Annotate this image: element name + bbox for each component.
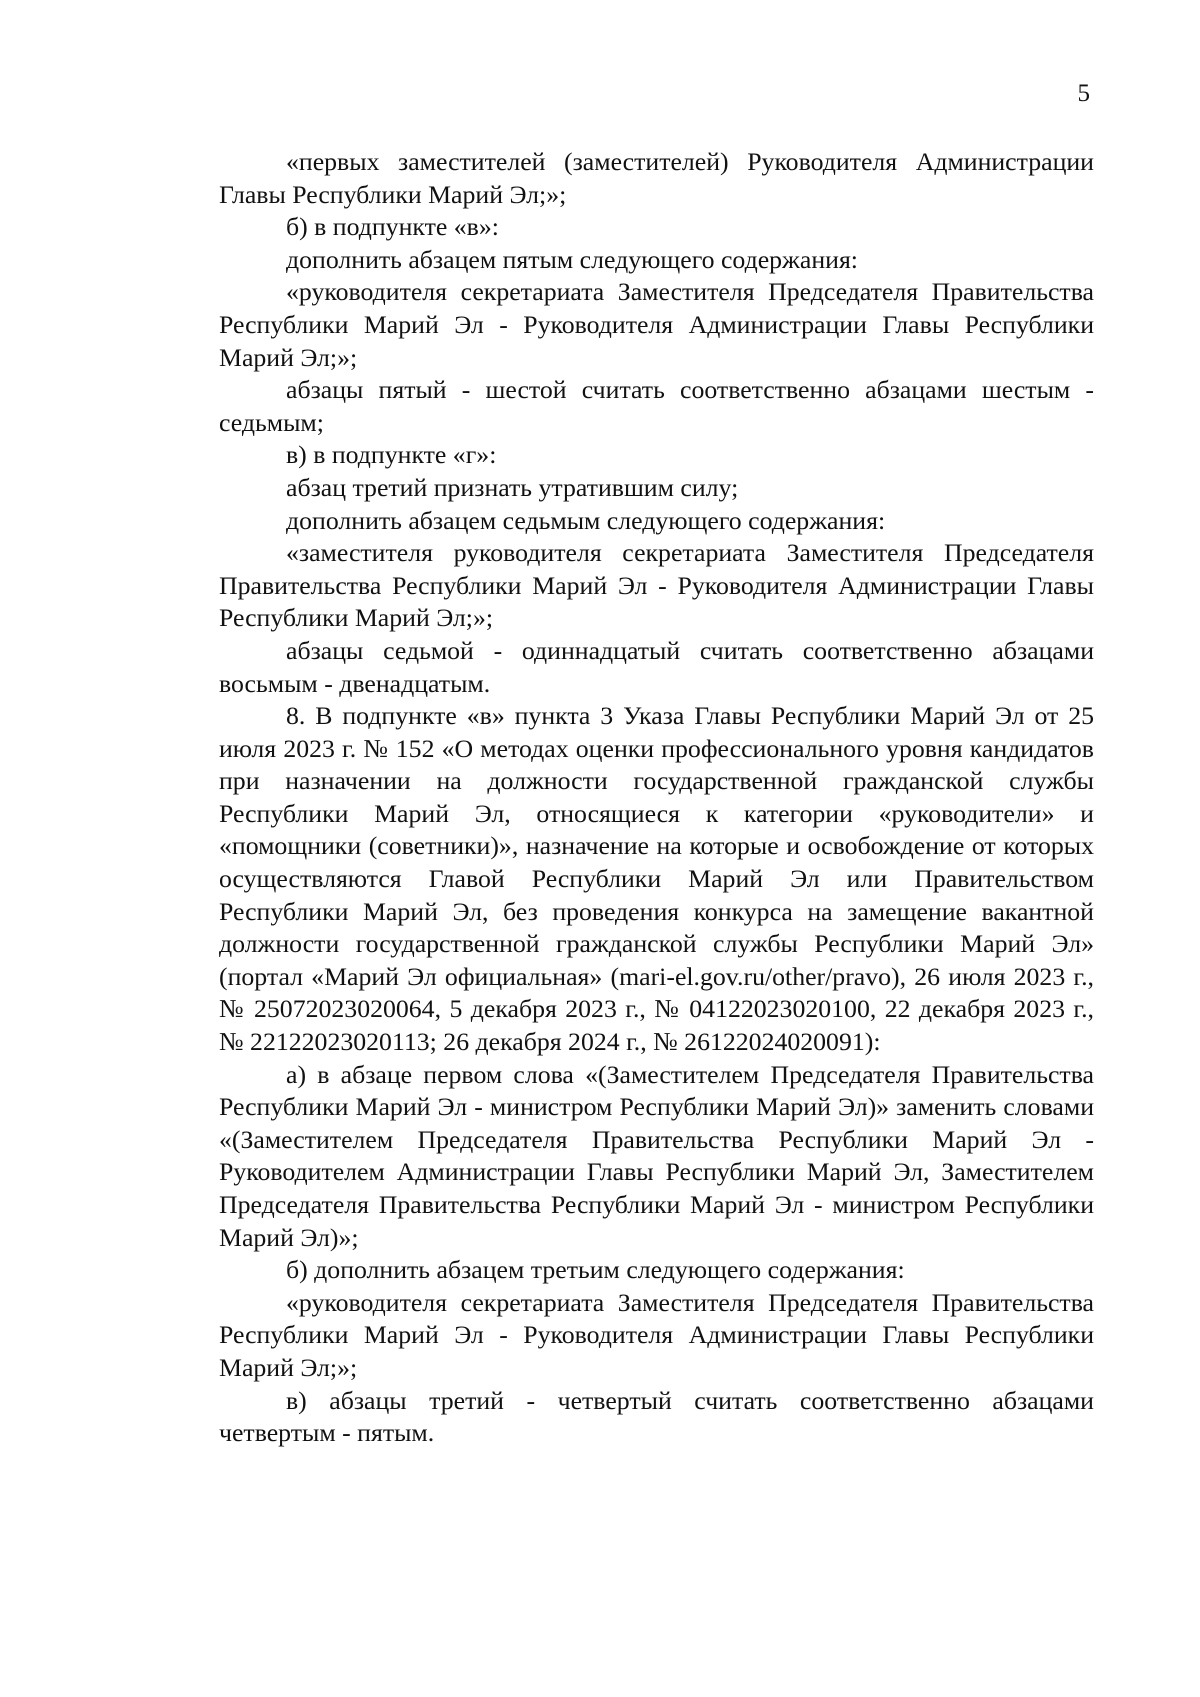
document-body bbox=[219, 146, 1094, 1450]
paragraph: б) дополнить абзацем третьим следующего содержания: bbox=[286, 1255, 905, 1285]
paragraph: «руководителя секретариата Заместителя Председателя Правительства Республики Марий Эл - Руководителя Администрации Главы Республики Марий Эл;»; bbox=[219, 277, 1094, 372]
paragraph: «заместителя руководителя секретариата Заместителя Председателя Правительства Республики Марий Эл - Руководителя Администрации Главы Республики Марий Эл;»; bbox=[219, 538, 1094, 633]
page-number: 5 bbox=[1077, 80, 1090, 107]
paragraph: а) в абзаце первом слова «(Заместителем Председателя Правительства Республики Марий Эл - министром Республики Марий Эл)» заменить словами «(Заместителем Председателя Правительства Республики Марий Эл - Руководителем Администрации Главы Республики Марий Эл, Заместителем Председателя Правительства Республики Марий Эл - министром Республики Марий Эл)»; bbox=[219, 1059, 1094, 1252]
paragraph: 8. В подпункте «в» пункта 3 Указа Главы Республики Марий Эл от 25 июля 2023 г. № 152 «О методах оценки профессионального уровня кандидатов при назначении на должности государственной гражданской службы Республики Марий Эл, относящиеся к категории «руководители» и «помощники (советники)», назначение на которые и освобождение от которых осуществляются Главой Республики Марий Эл или Правительством Республики Марий Эл, без проведения конкурса на замещение вакантной должности государственной гражданской службы Республики Марий Эл» (портал «Марий Эл официальная» (mari-el.gov.ru/other/pravo), 26 июля 2023 г., № 25072023020064, 5 декабря 2023 г., № 04122023020100, 22 декабря 2023 г., № 22122023020113; 26 декабря 2024 г., № 26122024020091): bbox=[219, 701, 1094, 1057]
paragraph: в) абзацы третий - четвертый считать соответственно абзацами четвертым - пятым. bbox=[219, 1385, 1094, 1448]
paragraph: дополнить абзацем седьмым следующего содержания: bbox=[286, 505, 886, 535]
paragraph: «руководителя секретариата Заместителя Председателя Правительства Республики Марий Эл - Руководителя Администрации Главы Республики Марий Эл;»; bbox=[219, 1287, 1094, 1382]
paragraph: абзацы пятый - шестой считать соответственно абзацами шестым - седьмым; bbox=[219, 375, 1094, 437]
paragraph: абзац третий признать утратившим силу; bbox=[286, 472, 739, 502]
paragraph: дополнить абзацем пятым следующего содержания: bbox=[286, 244, 858, 274]
paragraph: в) в подпункте «г»: bbox=[286, 440, 497, 470]
paragraph: «первых заместителей (заместителей) Руководителя Администрации Главы Республики Марий Эл;»; bbox=[219, 147, 1094, 209]
paragraph: б) в подпункте «в»: bbox=[286, 212, 499, 242]
paragraph: абзацы седьмой - одиннадцатый считать соответственно абзацами восьмым - двенадцатым. bbox=[219, 635, 1094, 698]
